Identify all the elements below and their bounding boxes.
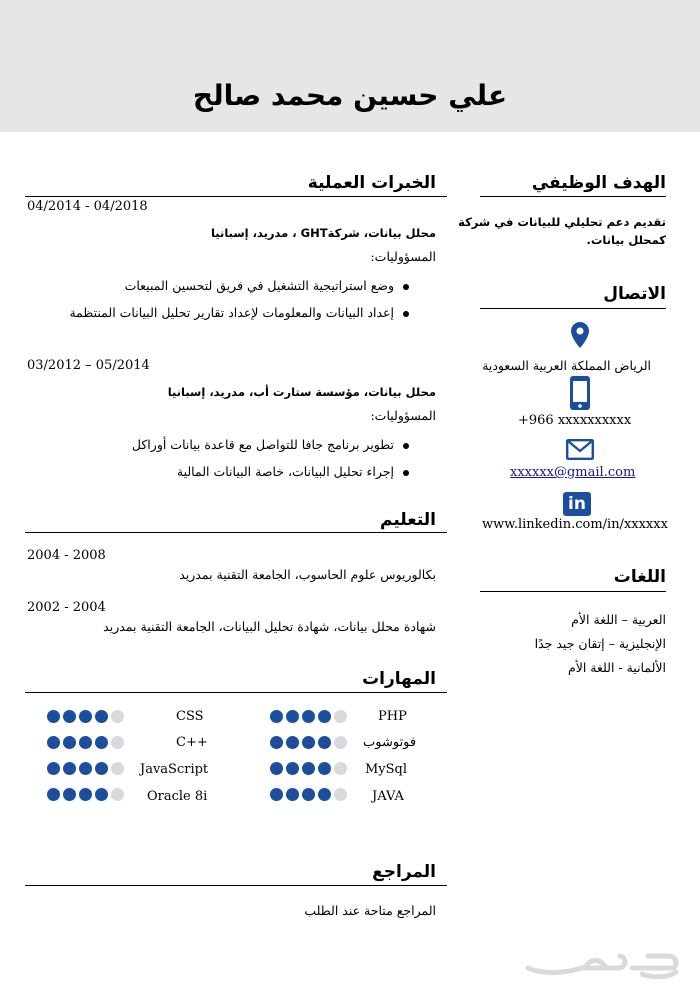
skill-rating xyxy=(47,736,124,750)
experience-heading: الخبرات العملية xyxy=(307,173,436,193)
phone-icon xyxy=(570,376,590,410)
skills-rule xyxy=(25,692,447,693)
skill-rating xyxy=(270,762,347,776)
skill-rating xyxy=(270,788,347,802)
rating-dot-filled xyxy=(63,710,76,723)
skill-name: فوتوشوب xyxy=(363,735,417,750)
objective-line-2: كمحلل بيانات. xyxy=(586,233,666,247)
rating-dot-filled xyxy=(318,736,331,749)
rating-dot-empty xyxy=(334,762,347,775)
objective-rule xyxy=(480,196,666,197)
rating-dot-filled xyxy=(286,710,299,723)
rating-dot-filled xyxy=(318,762,331,775)
rating-dot-empty xyxy=(334,710,347,723)
bullet xyxy=(403,311,409,317)
skill-rating xyxy=(270,736,347,750)
contact-address: الرياض المملكة العربية السعودية xyxy=(482,358,651,373)
rating-dot-filled xyxy=(47,736,60,749)
bullet xyxy=(403,443,409,449)
skill-name: JAVA xyxy=(372,789,404,804)
skill-name: PHP xyxy=(378,709,407,724)
bullet xyxy=(403,470,409,476)
linkedin-icon: in xyxy=(563,492,591,516)
job-responsibility: إعداد البيانات والمعلومات لإعداد تقارير تحليل البيانات المنتظمة xyxy=(69,305,394,320)
skill-name: C++ xyxy=(176,735,208,750)
rating-dot-empty xyxy=(334,736,347,749)
rating-dot-filled xyxy=(302,788,315,801)
skill-rating xyxy=(47,762,124,776)
rating-dot-filled xyxy=(318,788,331,801)
job-role: محلل بيانات، مؤسسة ستارت أب، مدريد، إسبانيا xyxy=(167,385,436,399)
rating-dot-empty xyxy=(111,710,124,723)
rating-dot-filled xyxy=(79,736,92,749)
job-dates: 04/2014 - 04/2018 xyxy=(27,199,148,214)
job-role: محلل بيانات، شركةGHT ، مدريد، إسبانيا xyxy=(210,226,436,240)
education-rule xyxy=(25,532,447,533)
education-heading: التعليم xyxy=(380,510,436,530)
language-item: العربية – اللغة الأم xyxy=(571,612,666,627)
haraj-watermark-logo xyxy=(522,944,682,980)
contact-email[interactable]: xxxxxx@gmail.com xyxy=(510,465,636,480)
location-pin-icon xyxy=(571,322,589,348)
contact-heading: الاتصال xyxy=(603,284,666,304)
job-responsibility: وضع استراتيجية التشغيل في فريق لتحسين المبيعات xyxy=(124,278,394,293)
rating-dot-filled xyxy=(302,710,315,723)
rating-dot-empty xyxy=(111,736,124,749)
job-dates: 03/2012 – 05/2014 xyxy=(27,358,150,373)
candidate-name: علي حسين محمد صالح xyxy=(192,79,508,112)
languages-heading: اللغات xyxy=(613,567,666,587)
skill-rating xyxy=(47,710,124,724)
rating-dot-filled xyxy=(63,762,76,775)
rating-dot-filled xyxy=(79,788,92,801)
rating-dot-filled xyxy=(270,736,283,749)
skill-name: CSS xyxy=(176,709,204,724)
rating-dot-filled xyxy=(286,736,299,749)
skill-name: JavaScript xyxy=(140,762,209,777)
contact-linkedin[interactable]: www.linkedin.com/in/xxxxxx xyxy=(482,517,668,532)
contact-rule xyxy=(480,308,666,309)
rating-dot-empty xyxy=(111,762,124,775)
rating-dot-filled xyxy=(47,710,60,723)
rating-dot-filled xyxy=(270,710,283,723)
rating-dot-empty xyxy=(334,788,347,801)
job-responsibilities-label: المسؤوليات: xyxy=(370,249,436,264)
experience-rule xyxy=(25,196,447,197)
skill-name: Oracle 8i xyxy=(147,789,208,804)
education-entry: بكالوريوس علوم الحاسوب، الجامعة التقنية بمدريد xyxy=(179,567,436,582)
skills-heading: المهارات xyxy=(362,669,436,689)
rating-dot-filled xyxy=(79,710,92,723)
rating-dot-filled xyxy=(286,788,299,801)
objective-line-1: تقديم دعم تحليلي للبيانات في شركة xyxy=(458,215,666,229)
education-dates: 2004 - 2008 xyxy=(27,548,106,563)
rating-dot-filled xyxy=(95,710,108,723)
job-responsibility: إجراء تحليل البيانات، خاصة البيانات المالية xyxy=(176,464,394,479)
rating-dot-filled xyxy=(318,710,331,723)
rating-dot-filled xyxy=(79,762,92,775)
rating-dot-filled xyxy=(270,788,283,801)
skill-rating xyxy=(270,710,347,724)
skill-rating xyxy=(47,788,124,802)
job-responsibility: تطوير برنامج جافا للتواصل مع قاعدة بيانات أوراكل xyxy=(131,437,394,452)
rating-dot-filled xyxy=(47,762,60,775)
rating-dot-filled xyxy=(270,762,283,775)
languages-rule xyxy=(480,591,666,592)
education-entry: شهادة محلل بيانات، شهادة تحليل البيانات، الجامعة التقنية بمدريد xyxy=(103,619,436,634)
references-text: المراجع متاحة عند الطلب xyxy=(304,903,436,918)
rating-dot-empty xyxy=(111,788,124,801)
rating-dot-filled xyxy=(63,736,76,749)
email-icon xyxy=(566,439,594,460)
objective-heading: الهدف الوظيفي xyxy=(531,173,666,193)
language-item: الإنجليزية – إتقان جيد جدًا xyxy=(534,636,666,651)
job-responsibilities-label: المسؤوليات: xyxy=(370,408,436,423)
rating-dot-filled xyxy=(95,736,108,749)
skill-name: MySql xyxy=(365,762,408,777)
rating-dot-filled xyxy=(286,762,299,775)
references-rule xyxy=(25,885,447,886)
rating-dot-filled xyxy=(95,788,108,801)
bullet xyxy=(403,284,409,290)
rating-dot-filled xyxy=(63,788,76,801)
rating-dot-filled xyxy=(302,762,315,775)
rating-dot-filled xyxy=(47,788,60,801)
contact-phone: +966 xxxxxxxxxx xyxy=(518,413,632,428)
language-item: الألمانية - اللغة الأم xyxy=(567,660,666,675)
references-heading: المراجع xyxy=(372,862,436,882)
rating-dot-filled xyxy=(95,762,108,775)
rating-dot-filled xyxy=(302,736,315,749)
education-dates: 2002 - 2004 xyxy=(27,600,106,615)
